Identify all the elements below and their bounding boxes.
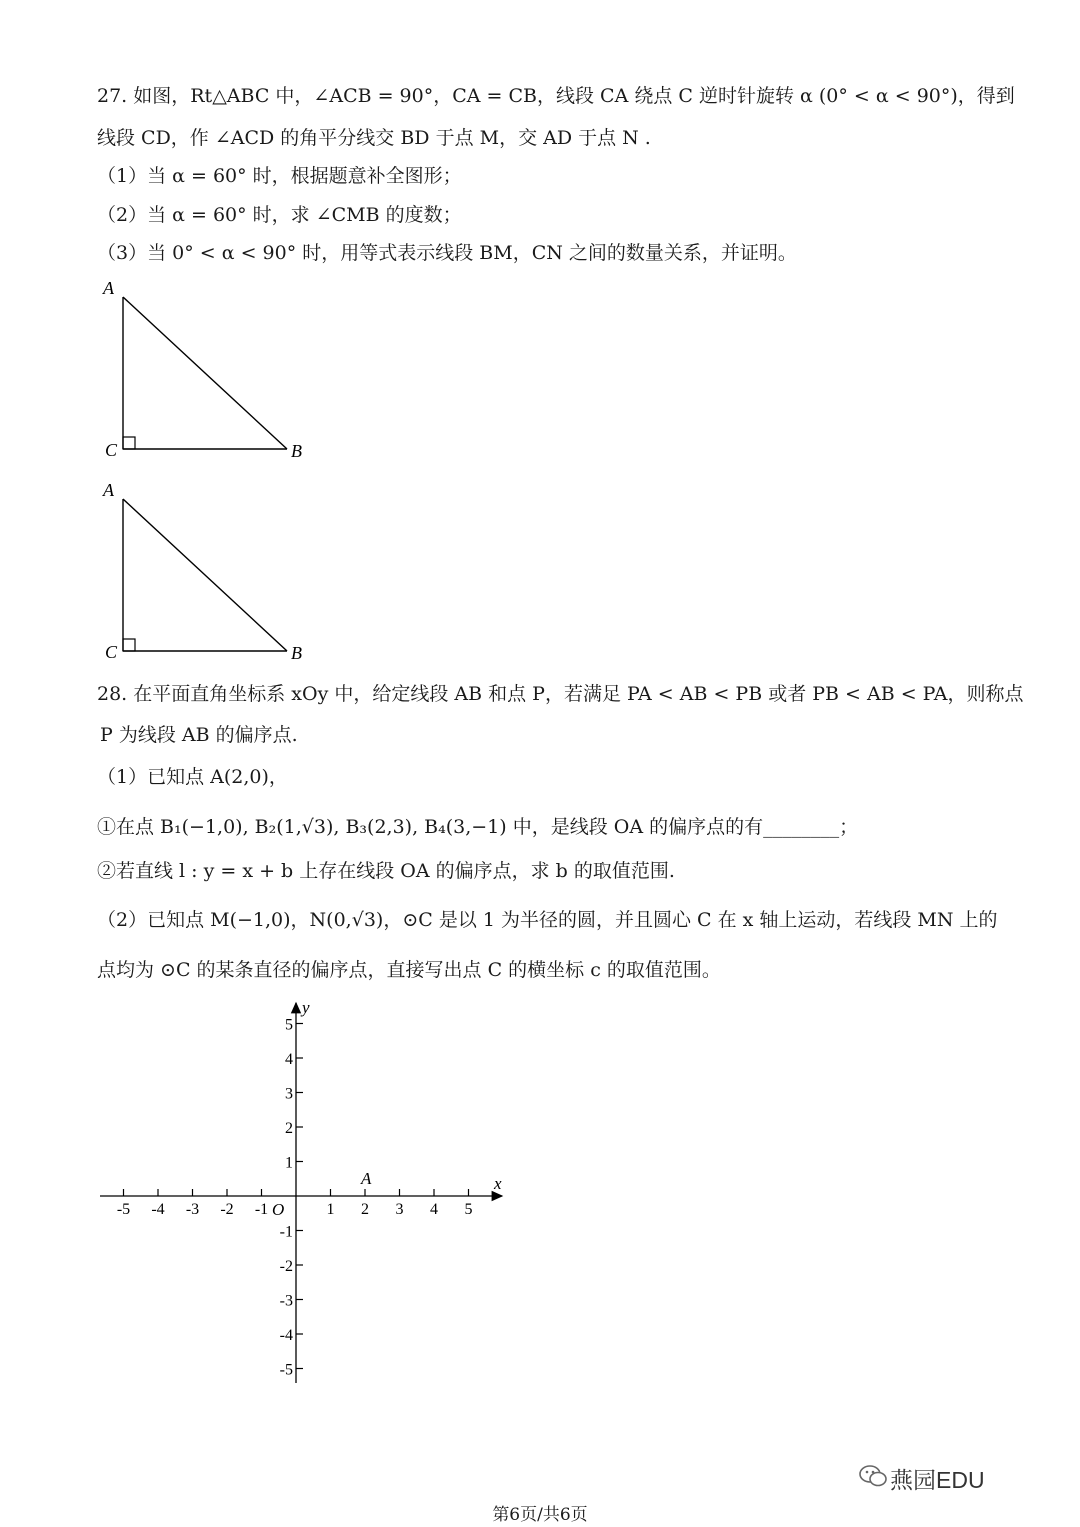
q27-stem-line2: 线段 CD，作 ∠ACD 的角平分线交 BD 于点 M，交 AD 于点 N . bbox=[97, 127, 651, 149]
label-a: A bbox=[103, 278, 114, 298]
page-footer: 第6页/共6页 bbox=[492, 1505, 588, 1525]
x-tick-label: 5 bbox=[464, 1201, 473, 1218]
q27-part2: （2）当 α = 60° 时，求 ∠CMB 的度数； bbox=[97, 204, 462, 226]
x-tick-label: 2 bbox=[361, 1201, 369, 1218]
y-tick-label: -1 bbox=[279, 1223, 293, 1241]
segment-ab bbox=[123, 297, 287, 449]
y-tick-label: -5 bbox=[279, 1361, 293, 1379]
q28-sub2: ②若直线 l : y = x + b 上存在线段 OA 的偏序点，求 b 的取值范围. bbox=[97, 860, 675, 882]
y-tick-label: 5 bbox=[285, 1016, 293, 1034]
triangle-figure-2 bbox=[95, 477, 315, 667]
y-tick-label: 4 bbox=[285, 1051, 293, 1068]
x-tick-label: -1 bbox=[254, 1201, 269, 1218]
q28-stem-line2: P 为线段 AB 的偏序点. bbox=[100, 724, 298, 746]
y-tick-label: -3 bbox=[279, 1292, 293, 1310]
x-tick-label: 3 bbox=[395, 1201, 404, 1218]
segment-ab bbox=[123, 499, 287, 651]
x-tick-label: -5 bbox=[116, 1201, 131, 1218]
triangle-figure-1 bbox=[95, 275, 315, 465]
right-angle-mark bbox=[123, 639, 135, 651]
q27-stem-line1: 27. 如图，Rt△ABC 中，∠ACB = 90°，CA = CB，线段 CA 绕点 C 逆时针旋转 α (0° < α < 90°)，得到 bbox=[97, 85, 1015, 107]
q28-stem-line1: 28. 在平面直角坐标系 xOy 中，给定线段 AB 和点 P，若满足 PA < AB < PB 或者 PB < AB < PA，则称点 bbox=[97, 683, 1024, 705]
q27-part1: （1）当 α = 60° 时，根据题意补全图形； bbox=[97, 165, 462, 187]
y-ticks bbox=[280, 1017, 303, 1379]
y-tick-label: 3 bbox=[285, 1085, 293, 1103]
y-axis-label: y bbox=[302, 998, 310, 1017]
point-a-label: A bbox=[361, 1169, 372, 1188]
x-tick-label: 1 bbox=[326, 1201, 335, 1218]
q28-sub1: ①在点 B₁(−1,0), B₂(1,√3), B₃(2,3), B₄(3,−1) 中，是线段 OA 的偏序点的有________； bbox=[97, 816, 859, 838]
right-angle-mark bbox=[123, 437, 135, 449]
y-tick-label: 1 bbox=[285, 1154, 293, 1172]
y-tick-label: -2 bbox=[279, 1258, 293, 1275]
x-tick-label: -3 bbox=[185, 1201, 200, 1218]
watermark-text: 燕园EDU bbox=[890, 1467, 985, 1493]
origin-label: O bbox=[272, 1200, 285, 1219]
x-axis-label: x bbox=[494, 1174, 502, 1193]
q27-part3: （3）当 0° < α < 90° 时，用等式表示线段 BM，CN 之间的数量关系，并证明。 bbox=[97, 242, 797, 264]
y-tick-label: -4 bbox=[279, 1327, 293, 1344]
q28-part2-line1: （2）已知点 M(−1,0)，N(0,√3)，⊙C 是以 1 为半径的圆，并且圆心 C 在 x 轴上运动，若线段 MN 上的 bbox=[97, 909, 998, 931]
label-b: B bbox=[291, 441, 302, 461]
label-c: C bbox=[105, 642, 118, 662]
x-ticks bbox=[117, 1189, 473, 1218]
label-a: A bbox=[103, 480, 114, 500]
coordinate-plane bbox=[90, 995, 520, 1395]
y-tick-label: 2 bbox=[285, 1120, 293, 1137]
label-c: C bbox=[105, 440, 118, 460]
q28-part2-line2: 点均为 ⊙C 的某条直径的偏序点，直接写出点 C 的横坐标 c 的取值范围。 bbox=[97, 959, 721, 981]
label-b: B bbox=[291, 643, 302, 663]
x-tick-label: -2 bbox=[220, 1201, 234, 1218]
x-tick-label: 4 bbox=[430, 1201, 438, 1218]
q28-part1: （1）已知点 A(2,0)， bbox=[97, 766, 288, 788]
wechat-icon bbox=[858, 1460, 888, 1490]
x-tick-label: -4 bbox=[151, 1201, 165, 1218]
